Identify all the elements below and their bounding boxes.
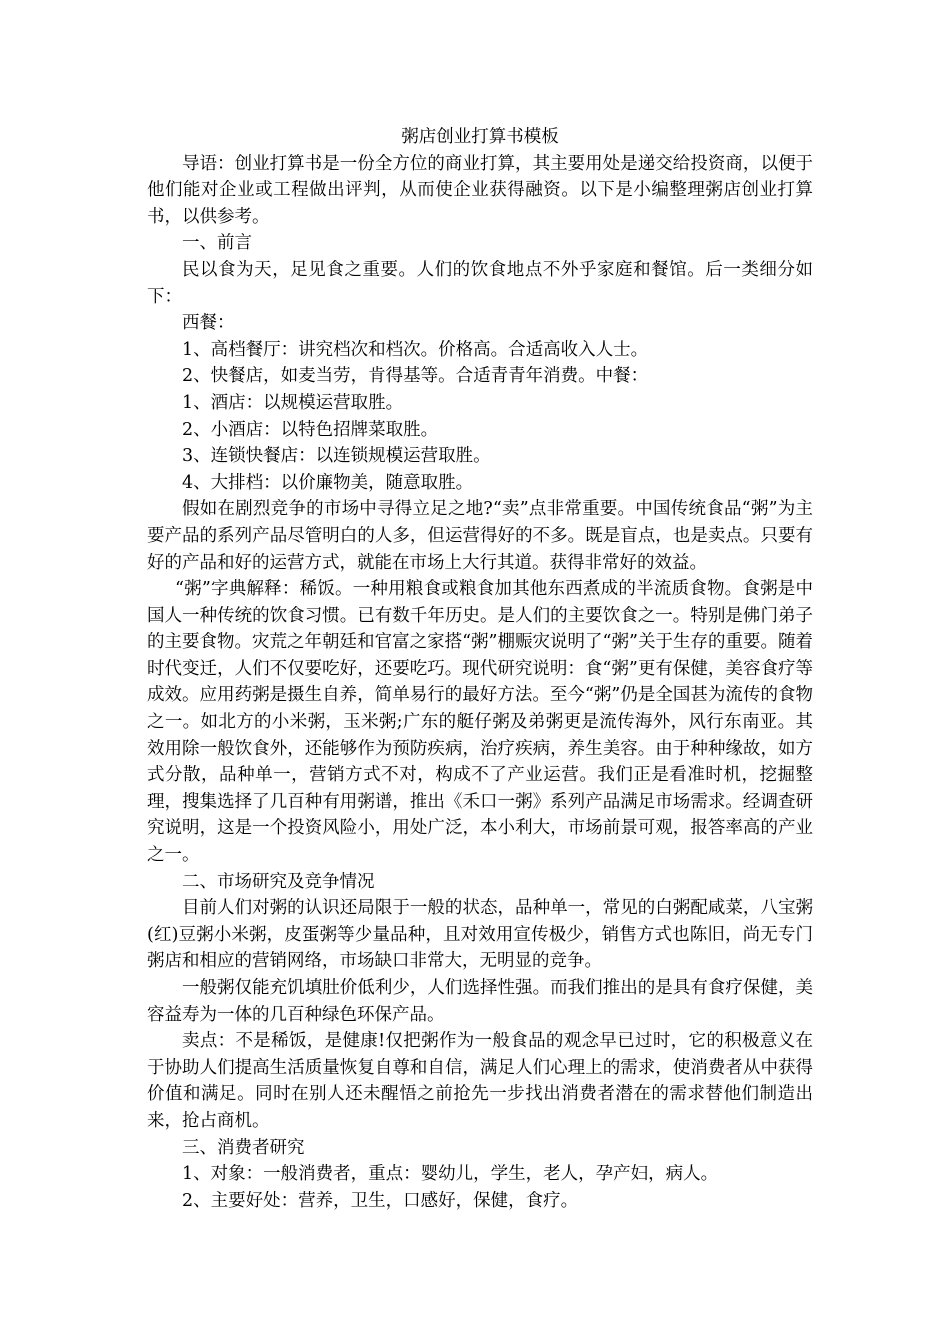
- list-item: 1、酒店：以规模运营取胜。: [182, 392, 404, 413]
- list-item: 4、大排档：以价廉物美，随意取胜。: [182, 472, 474, 493]
- list-heading-western: 西餐：: [182, 313, 235, 334]
- paragraph-market-products: 一般粥仅能充饥填肚价低利少，人们选择性强。而我们推出的是具有食疗保健，美容益寿为一体的几百种绿色环保产品。: [147, 978, 813, 1025]
- paragraph-intro: 导语：创业打算书是一份全方位的商业打算，其主要用处是递交给投资商，以便于他们能对企业或工程做出评判，从而使企业获得融资。以下是小编整理粥店创业打算书，以供参考。: [147, 153, 813, 227]
- paragraph-selling-point: 假如在剧烈竞争的市场中寻得立足之地?“卖”点非常重要。中国传统食品“粥”为主要产品的系列产品尽管明白的人多，但运营得好的不多。既是盲点，也是卖点。只要有好的产品和好的运营方式，就能在市场上大行其道。获得非常好的效益。: [147, 499, 813, 573]
- section-heading-market: 二、市场研究及竞争情况: [182, 871, 375, 892]
- section-heading-consumers: 三、消费者研究: [182, 1137, 305, 1158]
- paragraph-preface: 民以食为天，足见食之重要。人们的饮食地点不外乎家庭和餐馆。后一类细分如下：: [147, 259, 813, 307]
- list-item: 1、高档餐厅：讲究档次和档次。价格高。合适高收入人士。: [182, 339, 649, 360]
- list-item: 2、主要好处：营养，卫生，口感好，保健，食疗。: [182, 1190, 579, 1211]
- list-item: 3、连锁快餐店：以连锁规模运营取胜。: [182, 446, 491, 467]
- paragraph-market-current: 目前人们对粥的认识还局限于一般的状态，品种单一，常见的白粥配咸菜，八宝粥(红)豆粥小米粥，皮蛋粥等少量品种，且对效用宣传极少，销售方式也陈旧，尚无专门粥店和相应的营销网络，市场缺口非常大，无明显的竞争。: [147, 898, 813, 972]
- document-page: [147, 124, 813, 1214]
- paragraph-market-selling-point: 卖点：不是稀饭，是健康!仅把粥作为一般食品的观念早已过时，它的积极意义在于协助人们提高生活质量恢复自尊和自信，满足人们心理上的需求，使消费者从中获得价值和满足。同时在别人还未醒悟之前抢先一步找出消费者潜在的需求替他们制造出来，抢占商机。: [147, 1031, 813, 1131]
- list-item: 2、小酒店：以特色招牌菜取胜。: [182, 419, 439, 440]
- paragraph-congee-definition: “粥”字典解释：稀饭。一种用粮食或粮食加其他东西煮成的半流质食物。食粥是中国人一种传统的饮食习惯。已有数千年历史。是人们的主要饮食之一。特别是佛门弟子的主要食物。灾荒之年朝廷和官富之家搭“粥”棚赈灾说明了“粥”关于生存的重要。随着时代变迁，人们不仅要吃好，还要吃巧。现代研究说明：食“粥”更有保健，美容食疗等成效。应用药粥是摄生自养，简单易行的最好方法。至今“粥”仍是全国甚为流传的食物之一。如北方的小米粥，玉米粥;广东的艇仔粥及弟粥更是流传海外，风行东南亚。其效用除一般饮食外，还能够作为预防疾病，治疗疾病，养生美容。由于种种缘故，如方式分散，品种单一，营销方式不对，构成不了产业运营。我们正是看准时机，挖掘整理，搜集选择了几百种有用粥谱，推出《禾口一粥》系列产品满足市场需求。经调查研究说明，这是一个投资风险小，用处广泛，本小利大，市场前景可观，报答率高的产业之一。: [147, 579, 813, 866]
- section-heading-preface: 一、前言: [182, 233, 252, 254]
- document-title: 粥店创业打算书模板: [401, 127, 559, 147]
- list-item: 1、对象：一般消费者，重点：婴幼儿，学生，老人，孕产妇，病人。: [182, 1164, 719, 1185]
- list-item: 2、快餐店，如麦当劳，肯得基等。合适青青年消费。中餐：: [182, 366, 649, 387]
